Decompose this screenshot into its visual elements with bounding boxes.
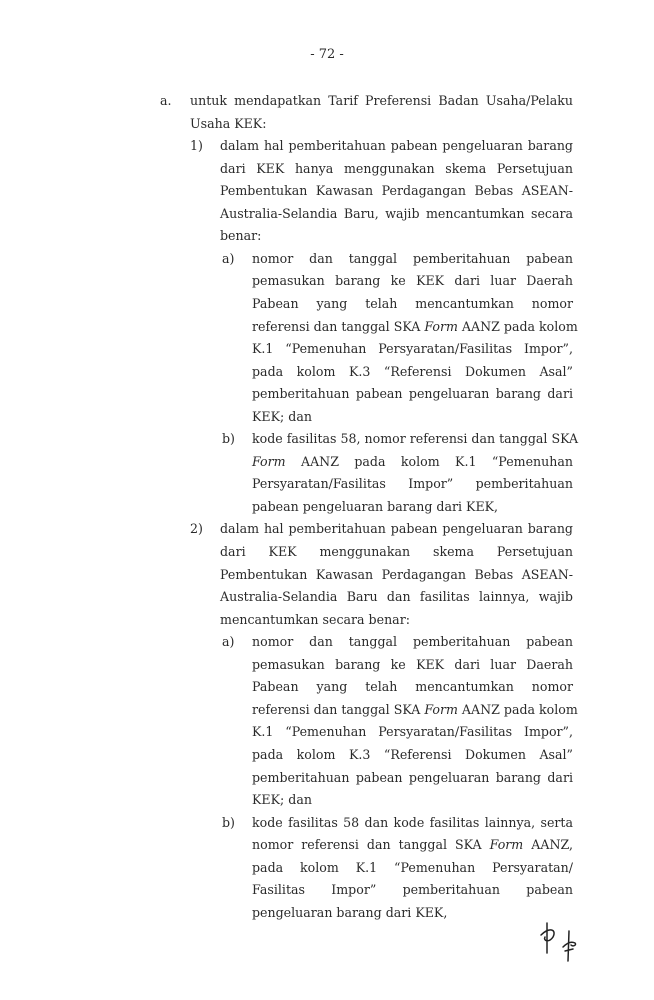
text-line — [252, 904, 447, 922]
text-line — [252, 836, 573, 854]
text-line — [252, 385, 573, 403]
text-segment: dari KEK hanya menggunakan skema Persetujuan — [220, 160, 573, 176]
text-segment: K.1 “Pemenuhan Persyaratan/Fasilitas Impor”, — [252, 341, 573, 357]
text-segment: KEK; dan — [252, 792, 312, 808]
text-line — [252, 633, 573, 651]
list-marker: a. — [160, 93, 172, 108]
text-segment: AANZ, — [523, 837, 573, 853]
text-line — [220, 227, 261, 245]
text-segment: Pabean yang telah mencantumkan nomor — [252, 295, 573, 311]
text-segment: Australia-Selandia Baru dan fasilitas lainnya, wajib — [220, 589, 573, 605]
text-segment: pengeluaran barang dari KEK, — [252, 904, 448, 920]
text-segment: dalam hal pemberitahuan pabean pengeluaran barang — [220, 138, 573, 154]
text-line — [220, 182, 573, 200]
text-segment: Persyaratan/Fasilitas Impor” pemberitahuan — [252, 476, 573, 492]
italic-term: Form — [424, 318, 458, 334]
text-segment: nomor referensi dan tanggal SKA — [252, 837, 490, 853]
text-line — [252, 453, 573, 471]
text-line — [252, 791, 312, 809]
text-segment: KEK; dan — [252, 408, 312, 424]
text-line — [252, 769, 573, 787]
text-line — [220, 543, 573, 561]
text-line — [252, 272, 573, 290]
text-line — [252, 498, 498, 516]
text-segment: nomor dan tanggal pemberitahuan pabean — [252, 634, 573, 650]
text-line — [252, 475, 573, 493]
text-segment: K.1 “Pemenuhan Persyaratan/Fasilitas Impor”, — [252, 724, 573, 740]
italic-term: Form — [489, 837, 524, 853]
text-segment: AANZ pada kolom — [457, 701, 578, 717]
text-line — [252, 250, 573, 268]
text-segment: benar: — [220, 228, 262, 244]
text-line — [252, 295, 573, 313]
text-line — [252, 701, 578, 719]
text-line — [252, 656, 573, 674]
list-marker: a) — [222, 634, 235, 650]
text-segment: Pembentukan Kawasan Perdagangan Bebas ASEAN- — [220, 183, 573, 199]
text-segment: pemasukan barang ke KEK dari luar Daerah — [252, 656, 573, 672]
text-segment: mencantumkan secara benar: — [220, 611, 410, 627]
text-segment: Australia-Selandia Baru, wajib mencantumkan secara — [220, 205, 573, 221]
text-line — [252, 814, 573, 832]
text-line — [220, 520, 573, 538]
text-segment: pabean pengeluaran barang dari KEK, — [252, 498, 499, 514]
text-line — [220, 137, 573, 155]
text-segment: dari KEK menggunakan skema Persetujuan — [220, 544, 573, 559]
list-marker: 1) — [190, 138, 203, 154]
text-segment: pada kolom K.1 “Pemenuhan Persyaratan/ — [252, 859, 573, 875]
italic-term: Form — [424, 701, 458, 717]
list-marker: 2) — [190, 521, 203, 537]
text-line — [220, 205, 573, 223]
text-segment: nomor dan tanggal pemberitahuan pabean — [252, 250, 573, 266]
text-line — [252, 340, 573, 358]
text-line — [252, 408, 312, 426]
text-line — [252, 881, 573, 899]
page-number: - 72 - — [310, 47, 344, 62]
text-segment: referensi dan tanggal SKA — [252, 318, 425, 334]
text-segment: pemasukan barang ke KEK dari luar Daerah — [252, 273, 573, 289]
text-line — [252, 430, 578, 448]
text-segment: Fasilitas Impor” pemberitahuan pabean — [252, 882, 573, 898]
text-line — [220, 588, 573, 606]
italic-term: Form — [252, 453, 286, 469]
text-segment: pada kolom K.3 “Referensi Dokumen Asal” — [252, 746, 573, 762]
text-segment: AANZ pada kolom — [457, 318, 578, 334]
text-segment: Pabean yang telah mencantumkan nomor — [252, 679, 573, 695]
text-line — [220, 611, 410, 629]
text-line — [190, 92, 573, 110]
text-line — [252, 363, 573, 381]
text-line — [220, 160, 573, 178]
list-marker: b) — [222, 814, 235, 830]
list-marker: b) — [222, 431, 235, 447]
text-segment: dalam hal pemberitahuan pabean pengeluaran barang — [220, 521, 573, 537]
text-segment: Usaha KEK: — [190, 115, 267, 131]
text-line — [252, 859, 573, 877]
text-line — [190, 115, 266, 133]
list-marker: a) — [222, 250, 235, 266]
text-segment: pada kolom K.3 “Referensi Dokumen Asal” — [252, 363, 573, 379]
text-segment: untuk mendapatkan Tarif Preferensi Badan Usaha/Pelaku — [190, 93, 573, 108]
text-segment: AANZ pada kolom K.1 “Pemenuhan — [285, 453, 573, 469]
text-segment: kode fasilitas 58 dan kode fasilitas lainnya, serta — [252, 814, 573, 830]
text-segment: pemberitahuan pabean pengeluaran barang dari — [252, 386, 573, 402]
text-line — [252, 746, 573, 764]
text-line — [252, 678, 573, 696]
text-line — [252, 723, 573, 741]
text-segment: Pembentukan Kawasan Perdagangan Bebas ASEAN- — [220, 566, 573, 582]
text-line — [220, 566, 573, 584]
text-segment: pemberitahuan pabean pengeluaran barang dari — [252, 769, 573, 785]
text-segment: kode fasilitas 58, nomor referensi dan tanggal SKA — [252, 431, 579, 447]
text-segment: referensi dan tanggal SKA — [252, 701, 425, 717]
signature-initials — [535, 915, 595, 965]
text-line — [252, 318, 578, 336]
